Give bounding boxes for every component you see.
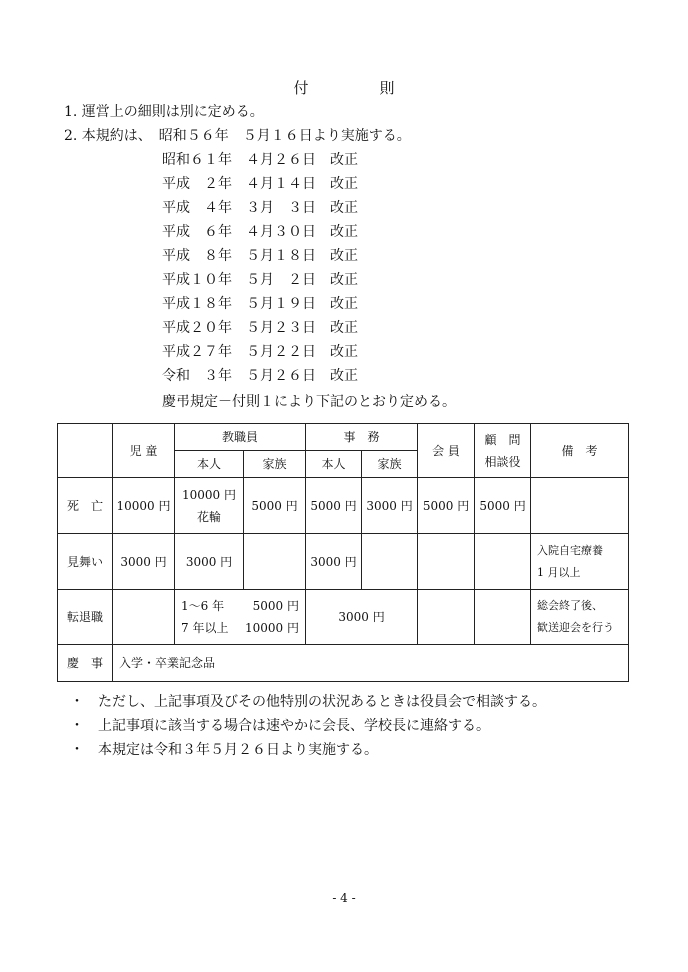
transfer-staff: [175, 590, 306, 645]
corner-cell: [58, 424, 113, 478]
visit-children: 3000 円: [113, 534, 175, 590]
clause-2: 2. 本規約は、 昭和５６年 ５月１６日より実施する。: [64, 128, 411, 144]
header-advisor-top: 顧 問: [484, 432, 521, 447]
header-remarks: 備 考: [531, 424, 629, 478]
table-row: [58, 645, 629, 682]
visit-remarks-line2: 1 月以上: [537, 565, 581, 579]
header-staff: 教職員: [175, 424, 306, 451]
clause-1: 1. 運営上の細則は別に定める。: [64, 104, 264, 120]
header-staff-family: 家族: [244, 451, 306, 478]
amendment-line: 平成 ２年 ４月１４日 改正: [162, 176, 358, 192]
condolence-table: [57, 423, 629, 682]
death-advisor: 5000 円: [475, 478, 531, 534]
row-label-transfer: 転退職: [58, 590, 113, 645]
amendment-line: 平成２０年 ５月２３日 改正: [162, 320, 358, 336]
header-children: 児 童: [113, 424, 175, 478]
row-label-visit: 見舞い: [58, 534, 113, 590]
amendment-line: 平成 ８年 ５月１８日 改正: [162, 248, 358, 264]
death-remarks: [531, 478, 629, 534]
transfer-remarks-line1: 総会終了後、: [537, 599, 604, 612]
note-line: ・ ただし、上記事項及びその他特別の状況あるときは役員会で相談する。: [70, 694, 546, 710]
celebration-text: 入学・卒業記念品: [113, 645, 629, 682]
transfer-remarks: [531, 590, 629, 645]
header-office: 事 務: [306, 424, 418, 451]
document-title: 付 則: [293, 79, 423, 97]
visit-staff-self: 3000 円: [175, 534, 244, 590]
transfer-staff-line2: [175, 617, 305, 639]
header-advisor-bottom: 相談役: [484, 454, 521, 469]
transfer-advisor: [475, 590, 531, 645]
condolence-intro: 慶弔規定－付則１により下記のとおり定める。: [162, 394, 456, 410]
amendment-line: 平成 ６年 ４月３０日 改正: [162, 224, 358, 240]
amendment-line: 令和 ３年 ５月２６日 改正: [162, 368, 358, 384]
visit-office-self: 3000 円: [306, 534, 362, 590]
note-line: ・ 上記事項に該当する場合は速やかに会長、学校長に連絡する。: [70, 718, 490, 734]
transfer-remarks-line2: 歓送迎会を行う: [537, 621, 615, 634]
death-office-self: 5000 円: [306, 478, 362, 534]
visit-remarks: [531, 534, 629, 590]
header-staff-self: 本人: [175, 451, 244, 478]
death-staff-self-wreath: 花輪: [196, 509, 221, 524]
table-row: [58, 534, 629, 590]
transfer-staff-line1: [175, 595, 305, 617]
transfer-years-2: 7 年以上: [181, 621, 229, 635]
death-staff-self: [175, 478, 244, 534]
header-office-family: 家族: [362, 451, 418, 478]
transfer-amount-2: 10000 円: [245, 621, 300, 635]
transfer-years-1: 1～6 年: [181, 599, 225, 613]
transfer-children: [113, 590, 175, 645]
transfer-office: 3000 円: [306, 590, 418, 645]
header-advisor: [475, 424, 531, 478]
amendment-line: 平成１８年 ５月１９日 改正: [162, 296, 358, 312]
death-member: 5000 円: [418, 478, 475, 534]
header-member: 会 員: [418, 424, 475, 478]
amendment-line: 平成１０年 ５月 ２日 改正: [162, 272, 358, 288]
row-label-death: 死 亡: [58, 478, 113, 534]
death-children: 10000 円: [113, 478, 175, 534]
amendment-line: 平成２７年 ５月２２日 改正: [162, 344, 358, 360]
death-staff-self-amount: 10000 円: [182, 487, 236, 502]
visit-remarks-line1: 入院自宅療養: [537, 543, 604, 557]
death-staff-family: 5000 円: [244, 478, 306, 534]
death-office-family: 3000 円: [362, 478, 418, 534]
amendment-line: 昭和６１年 ４月２６日 改正: [162, 152, 358, 168]
page-number: - 4 -: [332, 891, 356, 905]
amendment-line: 平成 ４年 ３月 ３日 改正: [162, 200, 358, 216]
visit-member: [418, 534, 475, 590]
note-line: ・ 本規定は令和３年５月２６日より実施する。: [70, 742, 378, 758]
transfer-amount-1: 5000 円: [252, 599, 300, 613]
visit-staff-family: [244, 534, 306, 590]
visit-advisor: [475, 534, 531, 590]
transfer-member: [418, 590, 475, 645]
table-row: [58, 590, 629, 645]
header-office-self: 本人: [306, 451, 362, 478]
visit-office-family: [362, 534, 418, 590]
row-label-celebration: 慶 事: [58, 645, 113, 682]
table-row: [58, 478, 629, 534]
